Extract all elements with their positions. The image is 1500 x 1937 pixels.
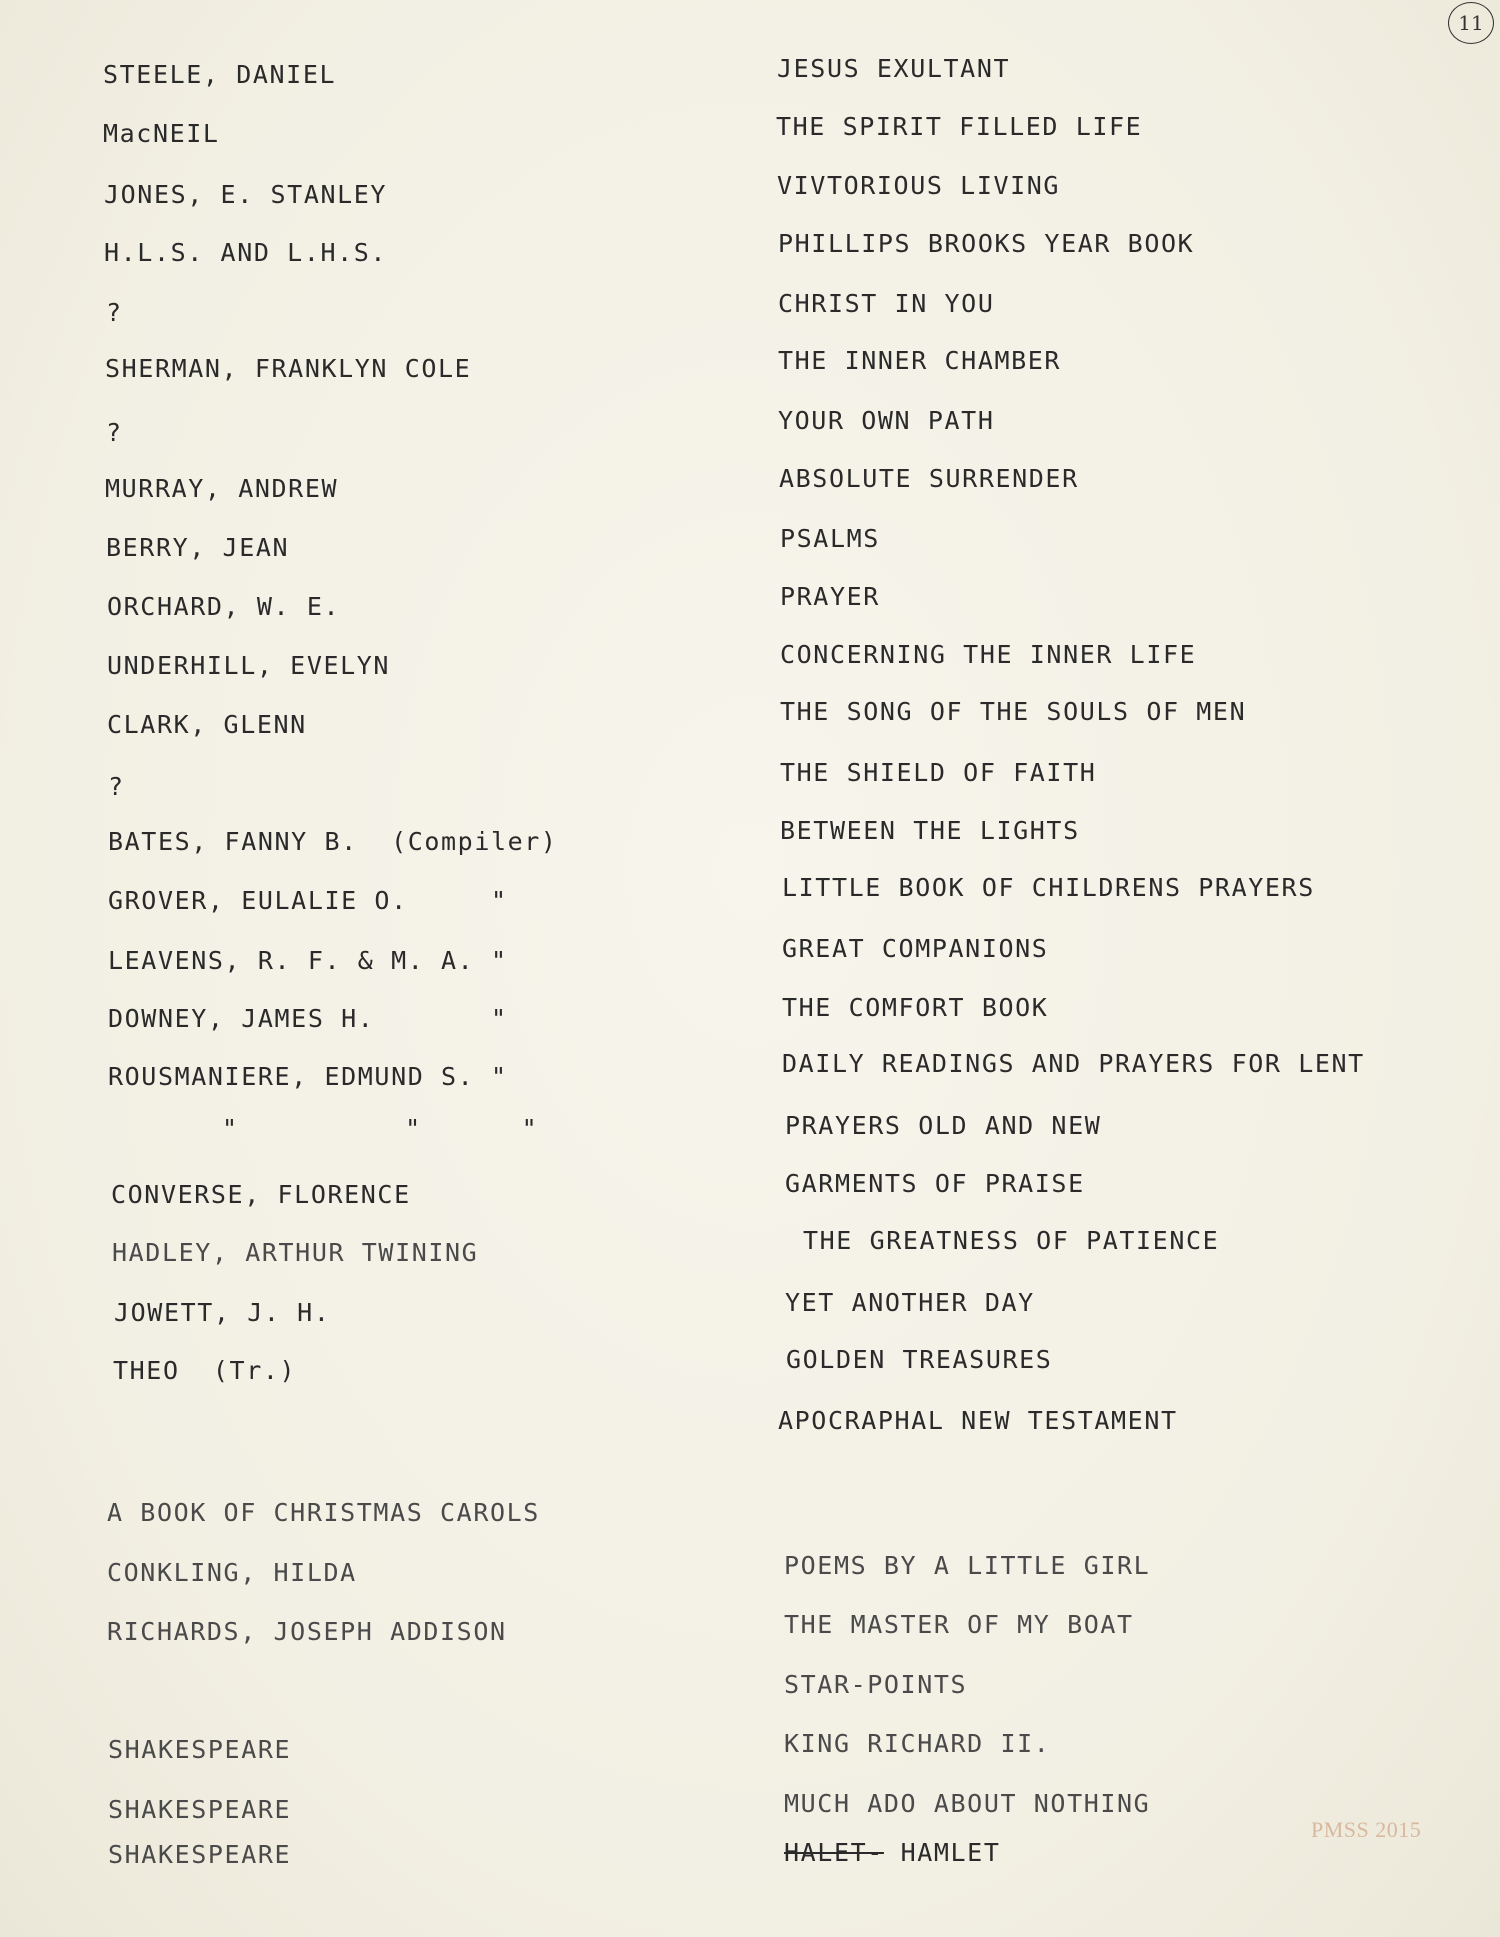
author-line: BATES, FANNY B. (Compiler) xyxy=(108,827,558,856)
author-line: CLARK, GLENN xyxy=(107,710,307,739)
title-line: STAR-POINTS xyxy=(784,1670,968,1699)
author-line: JOWETT, J. H. xyxy=(114,1298,331,1327)
title-line: CHRIST IN YOU xyxy=(778,289,995,318)
author-line: CONVERSE, FLORENCE xyxy=(111,1180,411,1209)
struck-out-word: HALET- xyxy=(784,1838,884,1867)
title-line: VIVTORIOUS LIVING xyxy=(777,171,1061,200)
author-line: CONKLING, HILDA xyxy=(107,1558,357,1587)
author-line: ? xyxy=(106,418,123,447)
author-line: A BOOK OF CHRISTMAS CAROLS xyxy=(107,1498,540,1527)
watermark: PMSS 2015 xyxy=(1311,1817,1422,1842)
author-line: MURRAY, ANDREW xyxy=(105,474,339,503)
title-line: GOLDEN TREASURES xyxy=(786,1345,1053,1374)
title-line: POEMS BY A LITTLE GIRL xyxy=(784,1551,1151,1580)
title-line: GREAT COMPANIONS xyxy=(782,934,1049,963)
title-line: THE SPIRIT FILLED LIFE xyxy=(776,112,1143,141)
title-line: THE MASTER OF MY BOAT xyxy=(784,1610,1134,1639)
author-line: ROUSMANIERE, EDMUND S. " xyxy=(108,1062,508,1091)
title-line: LITTLE BOOK OF CHILDRENS PRAYERS xyxy=(782,873,1315,902)
author-line: H.L.S. AND L.H.S. xyxy=(104,238,388,267)
title-line: YET ANOTHER DAY xyxy=(785,1288,1035,1317)
author-line: UNDERHILL, EVELYN xyxy=(107,651,391,680)
title-line: THE SONG OF THE SOULS OF MEN xyxy=(780,697,1247,726)
title-line: DAILY READINGS AND PRAYERS FOR LENT xyxy=(782,1049,1365,1078)
title-line: BETWEEN THE LIGHTS xyxy=(780,816,1080,845)
author-line: STEELE, DANIEL xyxy=(103,60,337,89)
title-line: THE SHIELD OF FAITH xyxy=(780,758,1097,787)
title-line: YOUR OWN PATH xyxy=(778,406,995,435)
page-number: 11 xyxy=(1448,2,1494,44)
author-line: JONES, E. STANLEY xyxy=(104,180,388,209)
title-line: MUCH ADO ABOUT NOTHING xyxy=(784,1789,1151,1818)
title-line: KING RICHARD II. xyxy=(784,1729,1051,1758)
title-line: THE INNER CHAMBER xyxy=(778,346,1062,375)
author-line: DOWNEY, JAMES H. " xyxy=(108,1004,508,1033)
author-line: BERRY, JEAN xyxy=(106,533,290,562)
author-line: SHAKESPEARE xyxy=(108,1840,292,1869)
author-line: SHAKESPEARE xyxy=(108,1735,292,1764)
title-line: APOCRAPHAL NEW TESTAMENT xyxy=(778,1406,1178,1435)
title-line: PHILLIPS BROOKS YEAR BOOK xyxy=(778,229,1195,258)
title-line: CONCERNING THE INNER LIFE xyxy=(780,640,1197,669)
title-line: JESUS EXULTANT xyxy=(777,54,1011,83)
title-line: ABSOLUTE SURRENDER xyxy=(779,464,1079,493)
author-line: HADLEY, ARTHUR TWINING xyxy=(112,1238,479,1267)
title-line: THE GREATNESS OF PATIENCE xyxy=(803,1226,1220,1255)
author-line: RICHARDS, JOSEPH ADDISON xyxy=(107,1617,507,1646)
title-line: PRAYERS OLD AND NEW xyxy=(785,1111,1102,1140)
author-line: " " " xyxy=(172,1114,539,1143)
author-line: ? xyxy=(106,298,123,327)
title-line: THE COMFORT BOOK xyxy=(782,993,1049,1022)
author-line: THEO (Tr.) xyxy=(113,1356,297,1385)
title-line-hamlet xyxy=(784,1838,1001,1868)
author-line: GROVER, EULALIE O. " xyxy=(108,886,508,915)
author-line: ? xyxy=(108,772,125,801)
title-line: PSALMS xyxy=(780,524,880,553)
title-text: HAMLET xyxy=(900,1838,1001,1867)
author-line: SHAKESPEARE xyxy=(108,1795,292,1824)
author-line: LEAVENS, R. F. & M. A. " xyxy=(108,946,508,975)
author-line: MacNEIL xyxy=(103,119,220,148)
author-line: SHERMAN, FRANKLYN COLE xyxy=(105,354,472,383)
title-line: PRAYER xyxy=(780,582,880,611)
title-line: GARMENTS OF PRAISE xyxy=(785,1169,1085,1198)
author-line: ORCHARD, W. E. xyxy=(107,592,341,621)
